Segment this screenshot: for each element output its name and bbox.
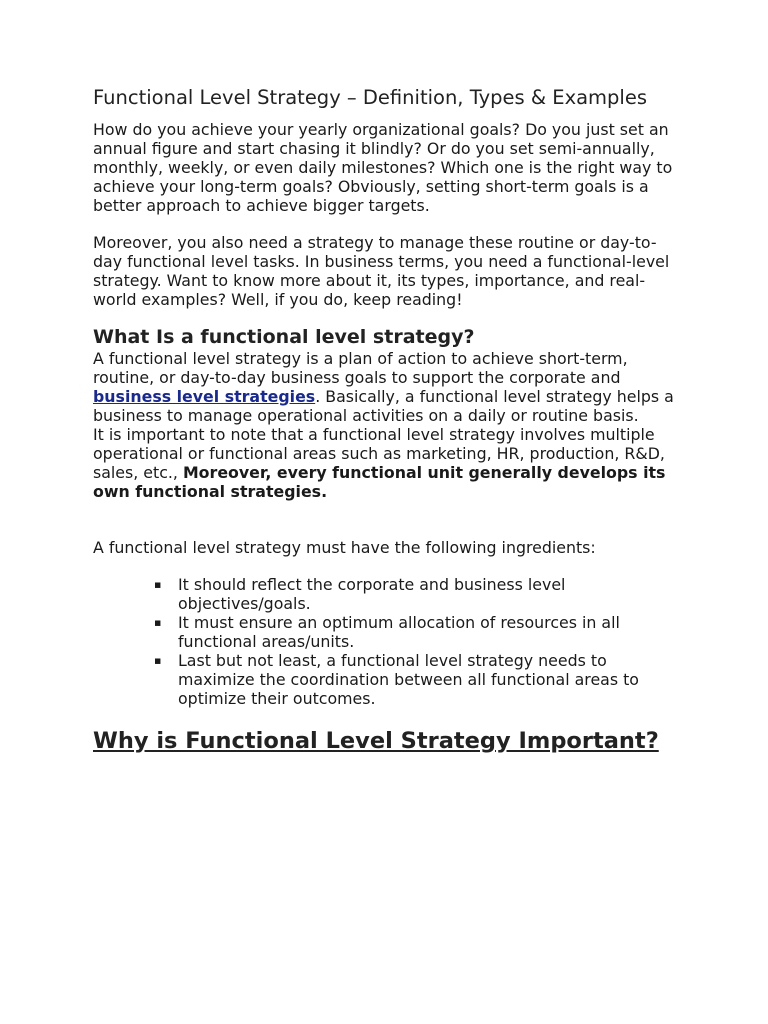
- bullet-icon: ▪: [154, 616, 162, 629]
- document-title: Functional Level Strategy – Definition, Types & Examples: [93, 86, 648, 109]
- section-heading-why-important: Why is Functional Level Strategy Important?: [93, 728, 659, 754]
- document-page: [93, 86, 683, 754]
- business-level-strategies-link[interactable]: business level strategies: [93, 387, 316, 406]
- intro-paragraph: How do you achieve your yearly organizational goals? Do you just set an annual figure and start chasing it blindly? Or do you set semi-annually, monthly, weekly, or even daily milestones? Which one is the right way to achieve your long-term goals? Obviously, setting short-term goals is a better approach to achieve bigger targets.: [93, 120, 673, 215]
- moreover-paragraph: Moreover, you also need a strategy to manage these routine or day-to-day functional level tasks. In business terms, you need a functional-level strategy. Want to know more about it, its types, importance, and real-world examples? Well, if you do, keep reading!: [93, 233, 670, 309]
- list-item-text: It must ensure an optimum allocation of resources in all functional areas/units.: [178, 613, 620, 651]
- section-heading-what-is: What Is a functional level strategy?: [93, 326, 475, 348]
- definition-text-end: . Basically, a functional level strategy helps a business to manage operational activities on a daily or routine basis.: [93, 387, 674, 425]
- functional-areas-paragraph: [93, 425, 683, 501]
- list-item-text: Last but not least, a functional level strategy needs to maximize the coordination between all functional areas to optimize their outcomes.: [178, 651, 639, 708]
- ingredients-intro: A functional level strategy must have the following ingredients:: [93, 538, 596, 557]
- list-item-text: It should reflect the corporate and business level objectives/goals.: [178, 575, 566, 613]
- list-item: [154, 575, 683, 613]
- bullet-icon: ▪: [154, 578, 162, 591]
- definition-paragraph: [93, 349, 683, 425]
- ingredients-list: [93, 575, 683, 708]
- definition-text-start: A functional level strategy is a plan of action to achieve short-term, routine, or day-to-day business goals to support the corporate and: [93, 349, 628, 387]
- list-item: [154, 613, 683, 651]
- functional-areas-bold-text: Moreover, every functional unit generally develops its own functional strategies.: [93, 463, 666, 501]
- bullet-icon: ▪: [154, 654, 162, 667]
- functional-areas-text: It is important to note that a functional level strategy involves multiple operational or functional areas such as marketing, HR, production, R&D, sales, etc.,: [93, 425, 665, 482]
- list-item: [154, 651, 683, 708]
